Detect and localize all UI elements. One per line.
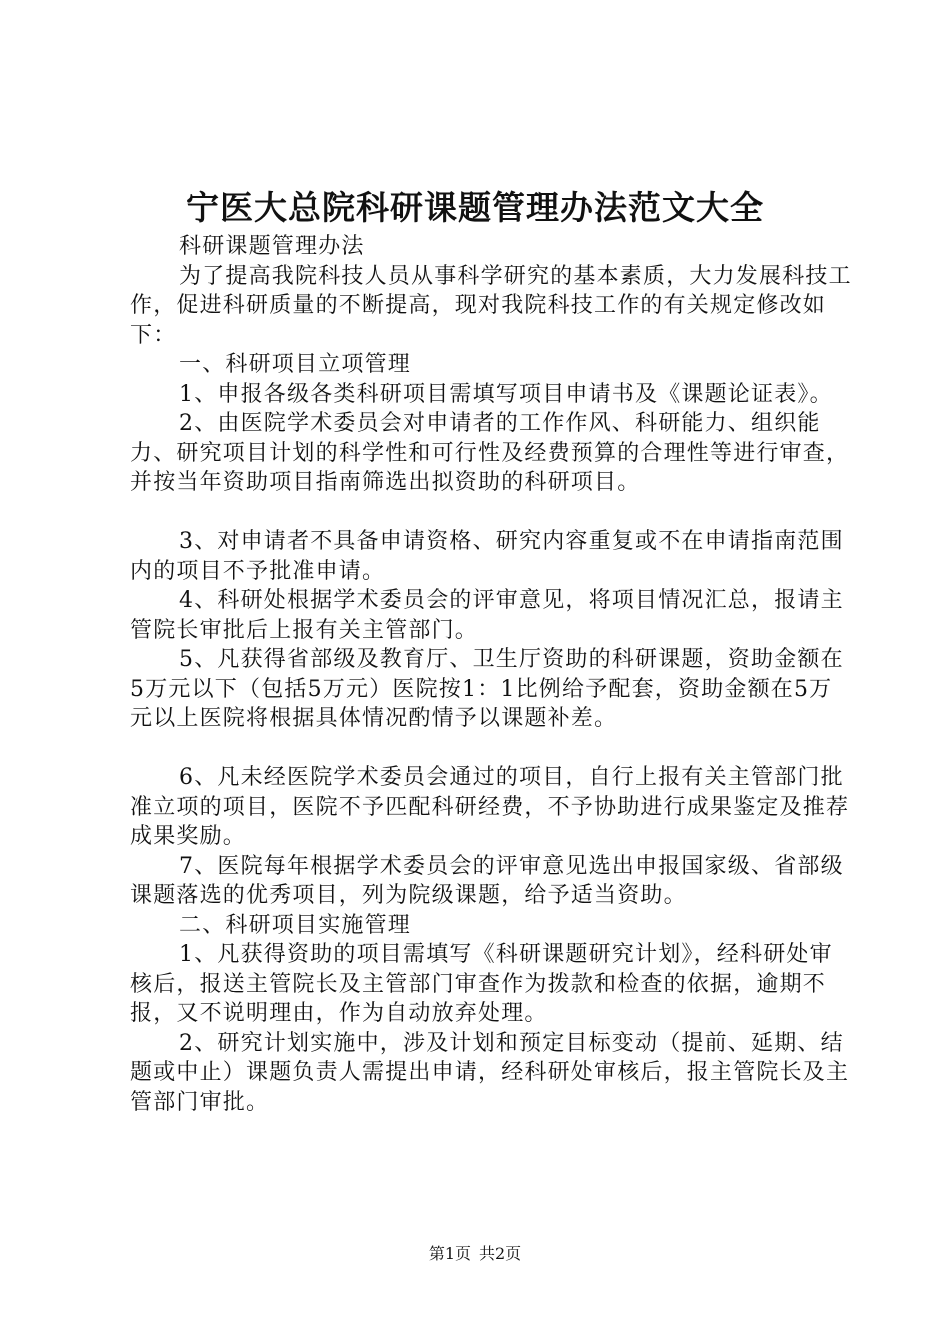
paragraph-item: 2、由医院学术委员会对申请者的工作作风、科研能力、组织能力、研究项目计划的科学性和可行性及经费预算的合理性等进行审查，并按当年资助项目指南筛选出拟资助的科研项目。 [130,411,850,495]
paragraph-item: 4、科研处根据学术委员会的评审意见，将项目情况汇总，报请主管院长审批后上报有关主管部门。 [130,588,844,643]
paragraph-item: 1、凡获得资助的项目需填写《科研课题研究计划》，经科研处审核后，报送主管院长及主管部门审查作为拨款和检查的依据，逾期不报，又不说明理由，作为自动放弃处理。 [130,942,833,1026]
document-title: 宁医大总院科研课题管理办法范文大全 [186,188,764,227]
paragraph-item: 2、研究计划实施中，涉及计划和预定目标变动（提前、延期、结题或中止）课题负责人需提出申请，经科研处审核后，报主管院长及主管部门审批。 [130,1030,850,1115]
section-heading-1: 一、科研项目立项管理 [179,352,412,377]
paragraph-subtitle: 科研课题管理办法 [179,234,365,259]
section-heading-2: 二、科研项目实施管理 [179,912,412,938]
document-body [130,232,855,1117]
page-number: 第1页 [428,1244,471,1263]
page-footer [0,1243,950,1265]
paragraph-item: 3、对申请者不具备申请资格、研究内容重复或不在申请指南范围内的项目不予批准申请。 [130,529,844,584]
paragraph-item: 5、凡获得省部级及教育厅、卫生厅资助的科研课题，资助金额在5万元以下（包括5万元）医院按1：1比例给予配套，资助金额在5万元以上医院将根据具体情况酌情予以课题补差。 [130,647,844,731]
page-total: 共2页 [479,1244,522,1263]
paragraph-intro: 为了提高我院科技人员从事科学研究的基本素质，大力发展科技工作，促进科研质量的不断提高，现对我院科技工作的有关规定修改如下： [130,263,852,348]
paragraph-item: 1、申报各级各类科研项目需填写项目申请书及《课题论证表》。 [179,381,833,407]
paragraph-item: 6、凡未经医院学术委员会通过的项目，自行上报有关主管部门批准立项的项目，医院不予匹配科研经费，不予协助进行成果鉴定及推荐成果奖励。 [130,765,850,849]
paragraph-item: 7、医院每年根据学术委员会的评审意见选出申报国家级、省部级课题落选的优秀项目，列为院级课题，给予适当资助。 [130,853,844,908]
